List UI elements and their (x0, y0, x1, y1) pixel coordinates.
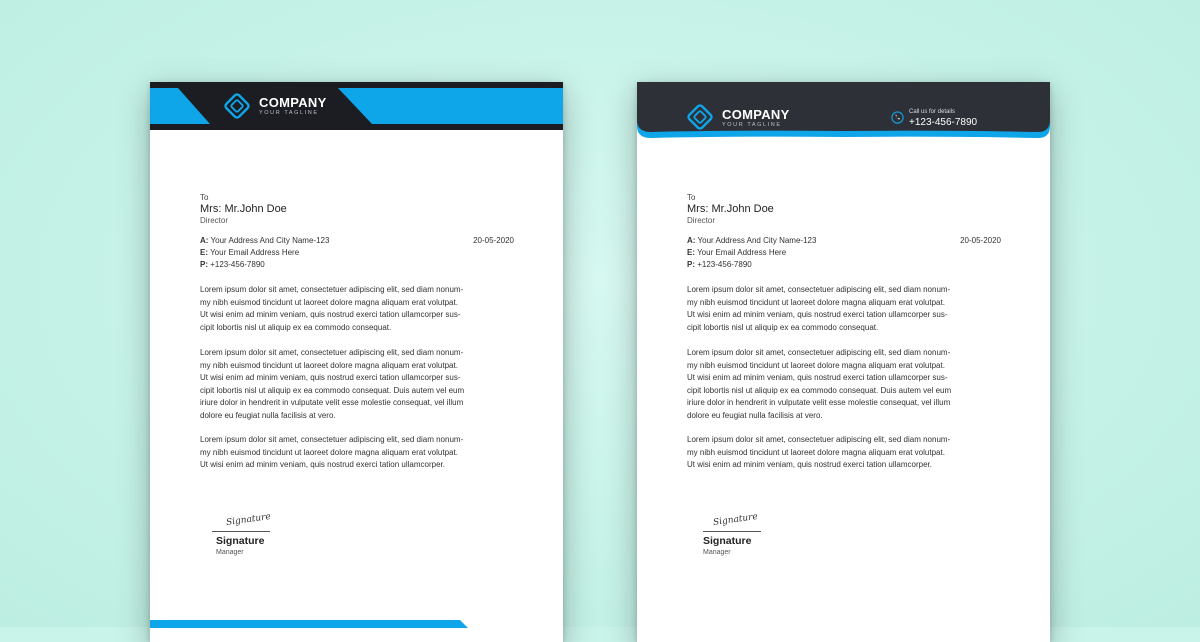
paragraph-2: Lorem ipsum dolor sit amet, consectetuer adipiscing elit, sed diam nonum- my nibh euismod tincidunt ut laoreet dolore magna aliquam erat volutpat. Ut wisi enim ad minim veniam, quis nostrud exerci tation ullamcorper sus- cipit lobortis nisl ut aliquip ex ea commodo consequat. Duis autem vel eum iriure dolor in hendrerit in vulputate velit esse molestie consequat, vel illum dolore eu feugiat nulla facilisis at vero. (200, 348, 465, 420)
recipient-title: Director (687, 216, 716, 225)
letterhead-left (150, 82, 563, 642)
email-line (687, 247, 786, 260)
phone-value: +123-456-7890 (697, 260, 752, 269)
paragraph-1: Lorem ipsum dolor sit amet, consectetuer adipiscing elit, sed diam nonum- my nibh euismod tincidunt ut laoreet dolore magna aliquam erat volutpat. Ut wisi enim ad minim veniam, quis nostrud exerci tation ullamcorper sus- cipit lobortis nisl ut aliquip ex ea commodo consequat. (200, 285, 464, 332)
email-value: Your Email Address Here (697, 248, 787, 257)
paragraph-3: Lorem ipsum dolor sit amet, consectetuer adipiscing elit, sed diam nonum- my nibh euismod tincidunt ut laoreet dolore magna aliquam erat volutpat. Ut wisi enim ad minim veniam, quis nostrud exerci tation ullamcorper. (200, 435, 464, 470)
email-key: E: (687, 248, 695, 257)
paragraph-2: Lorem ipsum dolor sit amet, consectetuer adipiscing elit, sed diam nonum- my nibh euismod tincidunt ut laoreet dolore magna aliquam erat volutpat. Ut wisi enim ad minim veniam, quis nostrud exerci tation ullamcorper sus- cipit lobortis nisl ut aliquip ex ea commodo consequat. Duis autem vel eum iriure dolor in hendrerit in vulputate velit esse molestie consequat, vel illum dolore eu feugiat nulla facilisis at vero. (687, 348, 952, 420)
phone-value: +123-456-7890 (210, 260, 265, 269)
to-label: To (200, 193, 209, 202)
company-tagline: YOUR TAGLINE (259, 110, 319, 116)
call-number: +123-456-7890 (909, 117, 978, 128)
signature-line (212, 531, 270, 532)
email-line (200, 247, 299, 260)
email-key: E: (200, 248, 208, 257)
address-line (200, 235, 329, 248)
letter-body (687, 82, 1001, 642)
company-name: COMPANY (722, 107, 790, 122)
signature-role: Manager (216, 549, 244, 556)
letter-body (200, 82, 514, 642)
company-tagline: YOUR TAGLINE (722, 122, 782, 128)
to-label: To (687, 193, 696, 202)
company-name: COMPANY (259, 95, 327, 110)
letterhead-right (637, 82, 1050, 642)
phone-line (200, 259, 265, 272)
address-value: Your Address And City Name-123 (210, 236, 330, 245)
recipient-name: Mrs: Mr.John Doe (687, 203, 774, 215)
phone-line (687, 259, 752, 272)
signature-line (703, 531, 761, 532)
signature-script: Signature (712, 511, 759, 529)
phone-key: P: (687, 260, 695, 269)
recipient-name: Mrs: Mr.John Doe (200, 203, 287, 215)
paragraph-3: Lorem ipsum dolor sit amet, consectetuer adipiscing elit, sed diam nonum- my nibh euismod tincidunt ut laoreet dolore magna aliquam erat volutpat. Ut wisi enim ad minim veniam, quis nostrud exerci tation ullamcorper. (687, 435, 951, 470)
address-value: Your Address And City Name-123 (697, 236, 817, 245)
address-line (687, 235, 816, 248)
recipient-title: Director (200, 216, 229, 225)
signature-label: Signature (216, 535, 265, 547)
paragraph-1: Lorem ipsum dolor sit amet, consectetuer adipiscing elit, sed diam nonum- my nibh euismod tincidunt ut laoreet dolore magna aliquam erat volutpat. Ut wisi enim ad minim veniam, quis nostrud exerci tation ullamcorper sus- cipit lobortis nisl ut aliquip ex ea commodo consequat. (687, 285, 951, 332)
address-key: A: (687, 236, 696, 245)
letter-date: 20-05-2020 (473, 236, 514, 245)
signature-script: Signature (225, 511, 272, 529)
email-value: Your Email Address Here (210, 248, 300, 257)
phone-key: P: (200, 260, 208, 269)
footer-accent-bar (150, 620, 563, 640)
signature-role: Manager (703, 549, 731, 556)
call-label: Call us for details (909, 109, 956, 115)
signature-label: Signature (703, 535, 752, 547)
letter-date: 20-05-2020 (960, 236, 1001, 245)
address-key: A: (200, 236, 209, 245)
